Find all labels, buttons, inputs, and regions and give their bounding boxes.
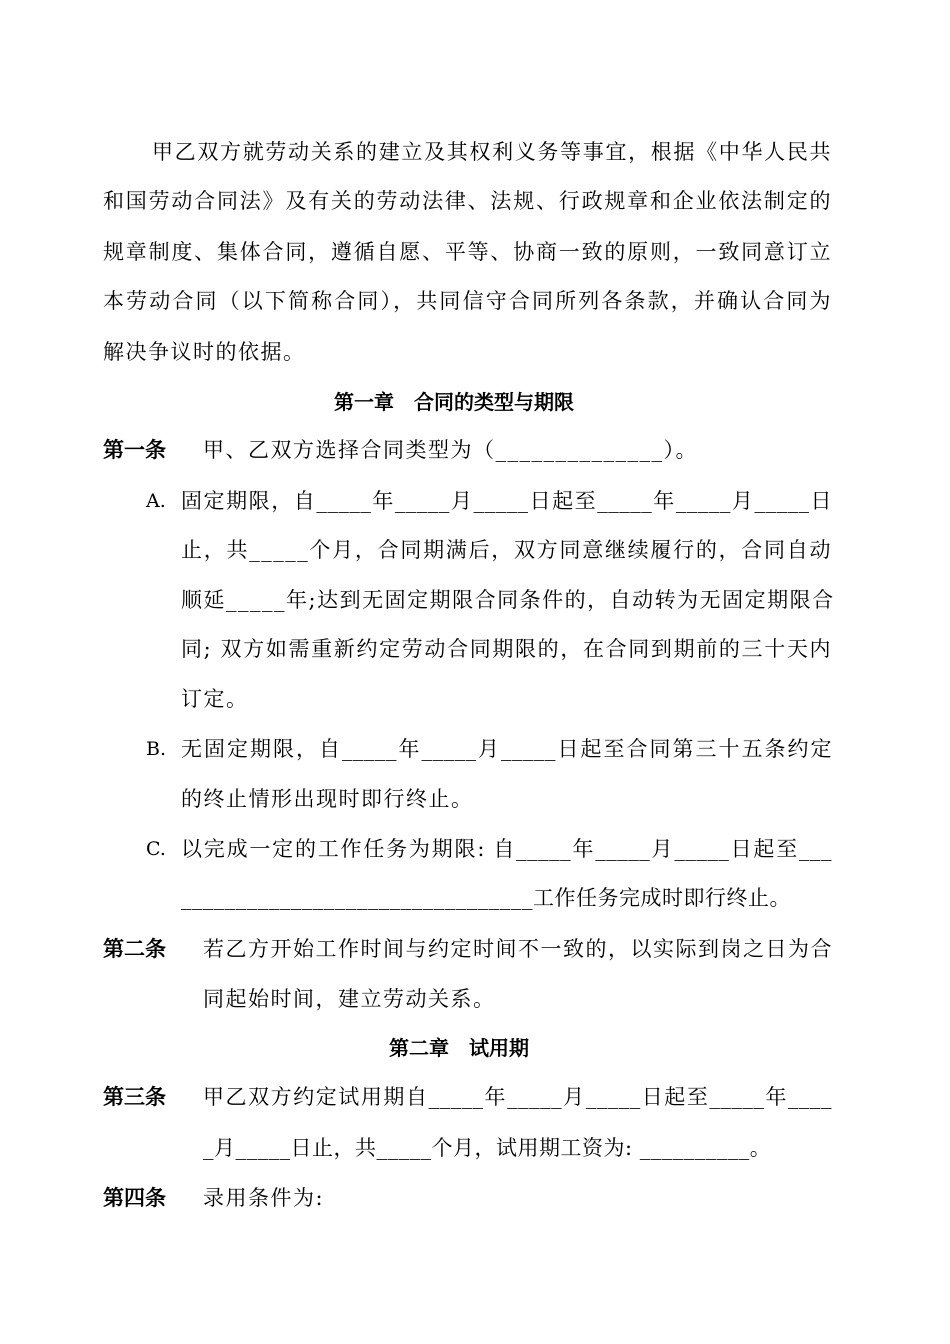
intro-line-1: 甲乙双方就劳动关系的建立及其权利义务等事宜，根据《中华人民共 bbox=[152, 140, 832, 164]
chapter-2-title: 第二章 试用期 bbox=[389, 1036, 529, 1060]
article-4-text: 录用条件为: bbox=[203, 1186, 325, 1210]
option-b-marker: B. bbox=[146, 738, 167, 760]
option-a-line-3: 顺延_____年;达到无固定期限合同条件的，自动转为无固定期限合 bbox=[181, 588, 835, 612]
article-1-label: 第一条 bbox=[103, 437, 166, 462]
option-a-marker: A. bbox=[146, 490, 166, 512]
option-c-line-1: 以完成一定的工作任务为期限: 自_____年_____月_____日起至___ bbox=[181, 837, 832, 861]
option-a-line-4: 同; 双方如需重新约定劳动合同期限的，在合同到期前的三十天内 bbox=[181, 637, 832, 661]
option-b-line-1: 无固定期限，自_____年_____月_____日起至合同第三十五条约定 bbox=[181, 737, 832, 761]
option-a-line-2: 止，共_____个月，合同期满后，双方同意继续履行的，合同自动 bbox=[181, 538, 832, 562]
option-a-line-1: 固定期限，自_____年_____月_____日起至_____年_____月_____日 bbox=[181, 489, 832, 513]
intro-line-5: 解决争议时的依据。 bbox=[103, 340, 306, 364]
option-c-marker: C. bbox=[146, 838, 166, 860]
article-1-text: 甲、乙双方选择合同类型为（______________）。 bbox=[203, 438, 698, 462]
article-3-line-1: 甲乙双方约定试用期自_____年_____月_____日起至_____年____ bbox=[203, 1085, 832, 1109]
article-2-line-1: 若乙方开始工作时间与约定时间不一致的，以实际到岗之日为合 bbox=[203, 937, 833, 961]
option-b-line-2: 的终止情形出现时即行终止。 bbox=[181, 787, 474, 811]
intro-line-2: 和国劳动合同法》及有关的劳动法律、法规、行政规章和企业依法制定的 bbox=[103, 189, 832, 213]
option-c-line-2: ________________________________工作任务完成时即行终止。 bbox=[181, 886, 791, 910]
intro-line-4: 本劳动合同（以下简称合同），共同信守合同所列各条款，并确认合同为 bbox=[103, 289, 832, 313]
article-3-label: 第三条 bbox=[103, 1084, 166, 1109]
intro-line-3: 规章制度、集体合同，遵循自愿、平等、协商一致的原则，一致同意订立 bbox=[103, 240, 832, 264]
article-2-line-2: 同起始时间，建立劳动关系。 bbox=[203, 987, 496, 1011]
article-2-label: 第二条 bbox=[103, 936, 166, 961]
article-4-label: 第四条 bbox=[103, 1185, 166, 1210]
option-a-line-5: 订定。 bbox=[181, 687, 249, 711]
chapter-1-title: 第一章 合同的类型与期限 bbox=[334, 390, 574, 414]
article-3-line-2: _月_____日止，共_____个月，试用期工资为: __________。 bbox=[203, 1136, 772, 1160]
